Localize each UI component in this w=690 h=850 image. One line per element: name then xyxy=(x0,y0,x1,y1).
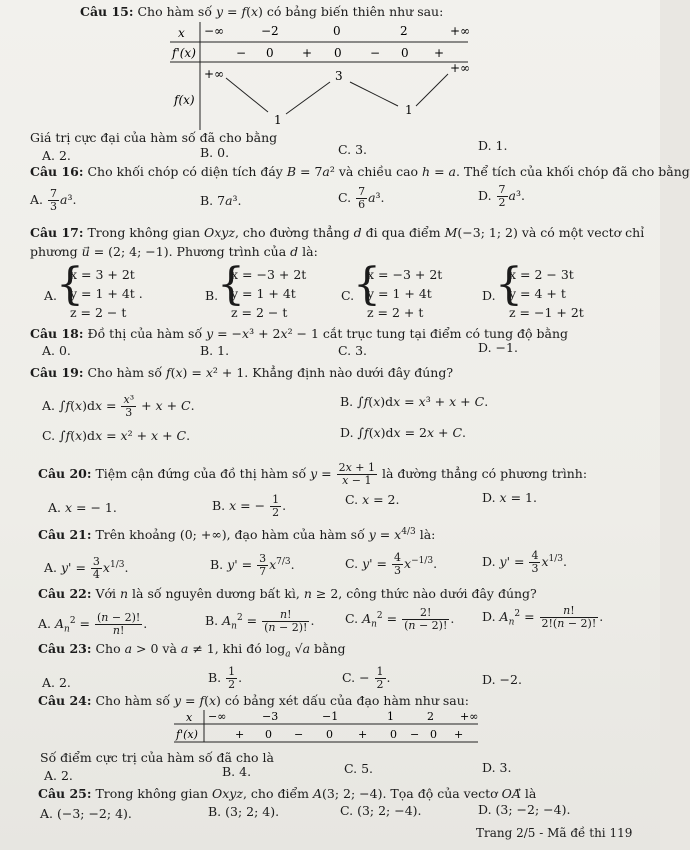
q23-answer-d[interactable]: D. −2. xyxy=(482,672,522,687)
q18-stem: Câu 18: Đồ thị của hàm số y = −x³ + 2x² − 1 cắt trục tung tại điểm có tung độ bằng xyxy=(30,326,569,341)
q15-x2: 0 xyxy=(333,24,341,38)
q19-stem: Câu 19: Cho hàm số f(x) = x² + 1. Khẳng định nào dưới đây đúng? xyxy=(30,365,454,380)
q15-stem: Câu 15: Cho hàm số y = f(x) có bảng biến thiên như sau: xyxy=(80,4,444,19)
q20-answer-a[interactable]: A. x = − 1. xyxy=(48,500,117,515)
q24-question: Số điểm cực trị của hàm số đã cho là xyxy=(40,750,274,765)
q15-variation-table xyxy=(168,20,488,130)
q24-x-label: x xyxy=(186,711,193,724)
q17-brace-d: { xyxy=(495,259,523,310)
q25-stem: Câu 25: Trong không gian Oxyz, cho điểm A(3; 2; −4). Tọa độ của vectơ OA⃗ là xyxy=(38,786,537,801)
q24-s5: 0 xyxy=(390,728,397,741)
q24-fp-label: f'(x) xyxy=(176,728,198,741)
q16-answer-b[interactable]: B. 7a³. xyxy=(200,193,242,208)
q20-answer-c[interactable]: C. x = 2. xyxy=(345,492,400,507)
q15-fp-label: f'(x) xyxy=(172,46,196,60)
q15-x4: +∞ xyxy=(450,24,471,38)
q20-answer-d[interactable]: D. x = 1. xyxy=(482,490,537,505)
q15-s2: + xyxy=(302,46,313,60)
q16-answer-c[interactable]: C. $\frac{7}{6}$ a³. xyxy=(338,185,385,211)
q19-answer-b[interactable]: B. ∫f(x)dx = x³ + x + C. xyxy=(340,394,489,409)
q15-f1: 1 xyxy=(274,113,282,127)
q18-answer-d[interactable]: D. −1. xyxy=(478,340,518,355)
q17-brace-c: { xyxy=(353,259,381,310)
q22-answer-b[interactable]: B. $A_n^2$ = $\frac{n!}{(n - 2)!}$ . xyxy=(205,608,315,634)
q15-f-label: f(x) xyxy=(174,93,195,107)
q15-answer-d[interactable]: D. 1. xyxy=(478,138,508,153)
q24-answer-d[interactable]: D. 3. xyxy=(482,760,512,775)
q15-arrow-up-2 xyxy=(416,74,448,106)
q24-x1: −3 xyxy=(262,710,279,723)
q15-s1: 0 xyxy=(266,46,274,60)
q15-question: Giá trị cực đại của hàm số đã cho bằng xyxy=(30,130,278,145)
q15-arrow-down-2 xyxy=(350,82,398,106)
q25-answer-d[interactable]: D. (3; −2; −4). xyxy=(478,802,571,817)
q16-answer-a[interactable]: A. $\frac{7}{3}$ a³. xyxy=(30,187,77,213)
q15-x3: 2 xyxy=(400,24,408,38)
q19-answer-c[interactable]: C. ∫f(x)dx = x² + x + C. xyxy=(42,428,191,443)
q21-answer-b[interactable]: B. y' = $\frac{3}{7}$ $x^{7/3}$. xyxy=(210,552,295,578)
q15-arrow-down-1 xyxy=(226,78,268,112)
q18-answer-a[interactable]: A. 0. xyxy=(42,343,71,358)
q15-s5: 0 xyxy=(401,46,409,60)
q15-x1: −2 xyxy=(261,24,279,38)
q24-s7: 0 xyxy=(430,728,437,741)
q24-x2: −1 xyxy=(322,710,339,723)
q17-system-b[interactable]: x = −3 + 2t y = 1 + 4t z = 2 − t xyxy=(231,267,307,320)
q18-answer-c[interactable]: C. 3. xyxy=(338,343,367,358)
q15-s3: 0 xyxy=(334,46,342,60)
q20-stem: Câu 20: Tiệm cận đứng của đồ thị hàm số y = $\frac{2x + 1}{x - 1}$ là đường thẳng có phương trình: xyxy=(38,461,588,487)
q24-s4: + xyxy=(358,728,368,741)
q15-x-label: x xyxy=(178,26,185,40)
q15-answer-b[interactable]: B. 0. xyxy=(200,145,230,160)
q17-brace-b: { xyxy=(217,259,245,310)
q24-x4: 2 xyxy=(427,710,434,723)
q15-f4: +∞ xyxy=(450,61,471,75)
q25-answer-b[interactable]: B. (3; 2; 4). xyxy=(208,804,280,819)
q17-stem2: phương u⃗ = (2; 4; −1). Phương trình của d là: xyxy=(30,244,318,259)
q21-answer-d[interactable]: D. y' = $\frac{4}{3}$ $x^{1/3}$. xyxy=(482,549,567,575)
q17-label-d[interactable]: D. xyxy=(482,288,496,303)
q23-stem: Câu 23: Cho a > 0 và a ≠ 1, khi đó $\log_a √a$ bằng xyxy=(38,641,346,660)
q23-answer-a[interactable]: A. 2. xyxy=(42,675,71,690)
q24-s3: 0 xyxy=(326,728,333,741)
q22-stem: Câu 22: Với n là số nguyên dương bất kì, n ≥ 2, công thức nào dưới đây đúng? xyxy=(38,586,537,601)
q24-s1: 0 xyxy=(265,728,272,741)
q19-answer-a[interactable]: A. ∫f(x)dx = $\frac{\text{x³}}{3}$ + x + C. xyxy=(42,393,195,419)
q21-answer-c[interactable]: C. y' = $\frac{4}{3}$ $x^{-1/3}$. xyxy=(345,551,438,577)
q20-answer-b[interactable]: B. x = − $\frac{1}{2}$ . xyxy=(212,493,287,519)
q24-s8: + xyxy=(454,728,464,741)
q17-label-b[interactable]: B. xyxy=(205,288,219,303)
q24-x0: −∞ xyxy=(208,710,227,723)
q24-s0: + xyxy=(235,728,245,741)
q17-system-c[interactable]: x = −3 + 2t y = 1 + 4t z = 2 + t xyxy=(367,267,443,320)
q24-sign-table xyxy=(172,708,492,748)
q17-system-a[interactable]: x = 3 + 2t y = 1 + 4t . z = 2 − t xyxy=(70,267,143,320)
q24-answer-c[interactable]: C. 5. xyxy=(344,761,373,776)
q23-answer-b[interactable]: B. $\frac{1}{2}$ . xyxy=(208,665,243,691)
q17-label-a[interactable]: A. xyxy=(44,288,58,303)
q15-f0: +∞ xyxy=(204,67,225,81)
q17-stem1: Câu 17: Trong không gian Oxyz, cho đường thẳng d đi qua điểm M(−3; 1; 2) và có một vectơ chỉ xyxy=(30,225,645,240)
q24-s6: − xyxy=(410,728,420,741)
q15-arrow-up-1 xyxy=(286,82,330,114)
page-footer: Trang 2/5 - Mã đề thi 119 xyxy=(476,826,633,840)
q15-s6: + xyxy=(434,46,445,60)
q23-answer-c[interactable]: C. − $\frac{1}{2}$ . xyxy=(342,665,391,691)
q24-s2: − xyxy=(294,728,304,741)
q25-answer-c[interactable]: C. (3; 2; −4). xyxy=(340,803,422,818)
q16-stem: Câu 16: Cho khối chóp có diện tích đáy B = 7a² và chiều cao h = a. Thể tích của khối chóp đã cho bằng xyxy=(30,164,690,179)
q15-answer-a[interactable]: A. 2. xyxy=(42,148,71,163)
q21-stem: Câu 21: Trên khoảng (0; +∞), đạo hàm của hàm số $y = x^{4/3}$ là: xyxy=(38,527,436,543)
q17-label-c[interactable]: C. xyxy=(341,288,355,303)
q24-x5: +∞ xyxy=(460,710,479,723)
q15-x0: −∞ xyxy=(204,24,225,38)
q24-answer-b[interactable]: B. 4. xyxy=(222,764,252,779)
q16-answer-d[interactable]: D. $\frac{7}{2}$ a³. xyxy=(478,183,525,209)
q24-x3: 1 xyxy=(387,710,394,723)
q17-brace-a: { xyxy=(56,259,84,310)
q24-answer-a[interactable]: A. 2. xyxy=(44,768,73,783)
q18-answer-b[interactable]: B. 1. xyxy=(200,343,230,358)
q15-s4: − xyxy=(370,46,381,60)
q21-answer-a[interactable]: A. y' = $\frac{3}{4}$ $x^{1/3}$. xyxy=(44,555,129,581)
q15-f3: 1 xyxy=(405,103,413,117)
q22-answer-c[interactable]: C. $A_n^2$ = $\frac{2!}{(n - 2)!}$ . xyxy=(345,606,455,632)
q24-stem: Câu 24: Cho hàm số y = f(x) có bảng xét dấu của đạo hàm như sau: xyxy=(38,693,470,708)
q19-answer-d[interactable]: D. ∫f(x)dx = 2x + C. xyxy=(340,425,467,440)
q25-answer-a[interactable]: A. (−3; −2; 4). xyxy=(40,806,132,821)
q15-answer-c[interactable]: C. 3. xyxy=(338,142,367,157)
q17-system-d[interactable]: x = 2 − 3t y = 4 + t z = −1 + 2t xyxy=(509,267,584,320)
q22-answer-a[interactable]: A. $A_n^2$ = $\frac{(n - 2)!}{n!}$ . xyxy=(38,611,148,637)
q15-f2: 3 xyxy=(335,69,343,83)
q22-answer-d[interactable]: D. $A_n^2$ = $\frac{n!}{2!(n - 2)!}$ . xyxy=(482,604,604,630)
q15-s0: − xyxy=(236,46,247,60)
